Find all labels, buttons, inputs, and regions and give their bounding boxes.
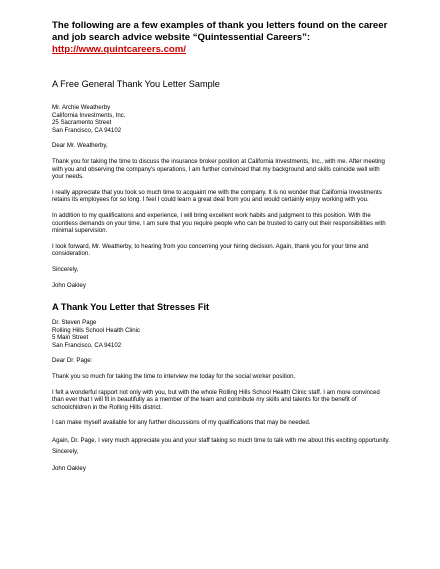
letter1-paragraph: In addition to my qualifications and experience, I will bring excellent work habits and judgment to this position. With the countless demands on your time, I am sure that you require people who can be trusted to carry out their responsibilities with minimal supervision. bbox=[52, 211, 386, 235]
address-line: San Francisco, CA 94102 bbox=[52, 341, 122, 349]
letter2-signature: John Oakley bbox=[52, 465, 86, 473]
letter2-address bbox=[52, 319, 392, 349]
address-line: Mr. Archie Weatherby bbox=[52, 104, 111, 111]
address-line: 25 Sacramento Street bbox=[52, 119, 112, 127]
document-page bbox=[52, 20, 392, 473]
letter2-paragraph: I felt a wonderful rapport not only with you, but with the whole Rolling Hills School Health Clinic staff. I am more convinced than ever that I will fit in beautifully as a member of the team and contribute my skills and talents for the benefit of schoolchildren in the Rolling Hills district. bbox=[52, 388, 380, 411]
intro-text: The following are a few examples of thank you letters found on the career and job search advice website “Quintessential Careers”: bbox=[52, 20, 388, 43]
address-line: San Francisco, CA 94102 bbox=[52, 126, 122, 134]
letter2-heading: A Thank You Letter that Stresses Fit bbox=[52, 302, 210, 313]
quintcareers-link[interactable]: http://www.quintcareers.com/ bbox=[52, 44, 186, 55]
intro-paragraph bbox=[52, 20, 392, 56]
address-line: 5 Main Street bbox=[52, 334, 89, 342]
letter1-address bbox=[52, 104, 392, 134]
letter2-paragraph: I can make myself available for any further discussions of my qualifications that may be needed. bbox=[52, 419, 311, 427]
address-line: California Investments, Inc. bbox=[52, 111, 126, 119]
letter2-salutation: Dear Dr. Page: bbox=[52, 357, 93, 365]
address-line: Rolling Hills School Health Clinic bbox=[52, 326, 141, 334]
letter1-signature: John Oakley bbox=[52, 281, 86, 289]
letter2-paragraph: Again, Dr. Page, I very much appreciate you and your staff taking so much time to talk with me about this exciting opportunity. Sincerely, bbox=[52, 437, 390, 456]
letter2-paragraph: Thank you so much for taking the time to interview me today for the social worker position. bbox=[52, 373, 296, 381]
letter1-closing: Sincerely, bbox=[52, 265, 79, 273]
address-line: Dr. Steven Page bbox=[52, 319, 97, 327]
letter1-paragraph: I really appreciate that you took so much time to acquaint me with the company. It is no wonder that California Investments retains its employees for so long. I feel I could learn a great deal from you and would certainly enjoy working with you. bbox=[52, 188, 382, 204]
letter1-paragraph: Thank you for taking the time to discuss the insurance broker position at California Investments, Inc., with me. After meeting with you and observing the company's operations, I am further convinced that my background and skills coincide well with your needs. bbox=[52, 157, 385, 181]
letter1-paragraph: I look forward, Mr. Weatherby, to hearing from you concerning your hiring decision. Again, thank you for your time and consideration. bbox=[52, 242, 369, 258]
letter1-heading: A Free General Thank You Letter Sample bbox=[52, 79, 220, 89]
letter1-salutation: Dear Mr. Weatherby, bbox=[52, 142, 108, 150]
